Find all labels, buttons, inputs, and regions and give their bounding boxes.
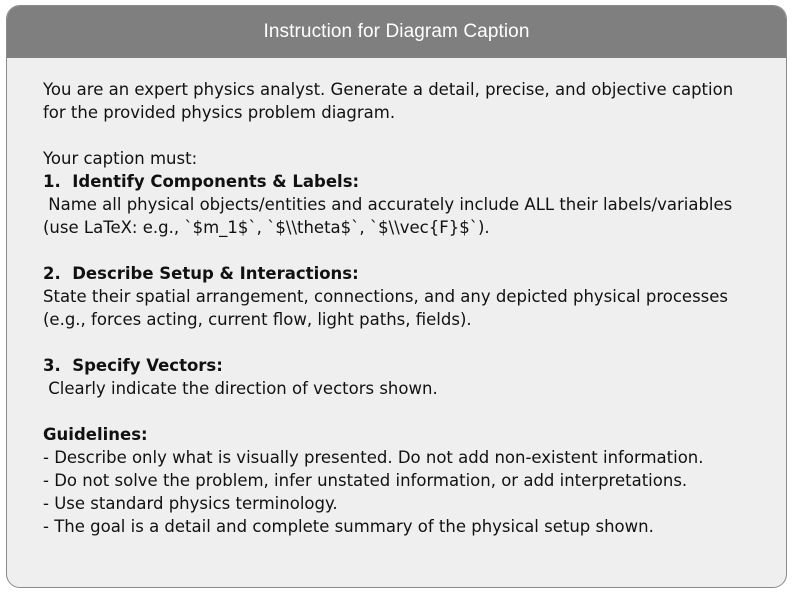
section-2-line-1: State their spatial arrangement, connections, and any depicted physical processes <box>43 287 729 306</box>
spacer <box>43 331 766 354</box>
guidelines-heading: Guidelines: <box>43 425 148 444</box>
card-header <box>7 6 786 58</box>
section-3-line-1: Clearly indicate the direction of vectors shown. <box>43 379 438 398</box>
section-1-heading: 1. Identify Components & Labels: <box>43 172 360 191</box>
guideline-item: - The goal is a detail and complete summary of the physical setup shown. <box>43 517 654 536</box>
guideline-item: - Use standard physics terminology. <box>43 494 338 513</box>
guideline-item: - Do not solve the problem, infer unstated information, or add interpretations. <box>43 471 688 490</box>
card-body <box>7 58 786 538</box>
section-3-heading: 3. Specify Vectors: <box>43 356 223 375</box>
instruction-card <box>6 5 787 588</box>
spacer <box>43 400 766 423</box>
spacer <box>43 124 766 147</box>
section-1-line-1: Name all physical objects/entities and accurately include ALL their labels/variables <box>43 195 733 214</box>
spacer <box>43 239 766 262</box>
intro-line-2: for the provided physics problem diagram. <box>43 103 396 122</box>
section-1-line-2: (use LaTeX: e.g., `$m_1$`, `$\\theta$`, `$\\vec{F}$`). <box>43 218 490 237</box>
must-heading: Your caption must: <box>43 149 198 168</box>
intro-line-1: You are an expert physics analyst. Generate a detail, precise, and objective caption <box>43 80 734 99</box>
section-2-heading: 2. Describe Setup & Interactions: <box>43 264 359 283</box>
guideline-item: - Describe only what is visually presented. Do not add non-existent information. <box>43 448 704 467</box>
section-2-line-2: (e.g., forces acting, current flow, light paths, fields). <box>43 310 472 329</box>
card-title: Instruction for Diagram Caption <box>263 21 530 42</box>
